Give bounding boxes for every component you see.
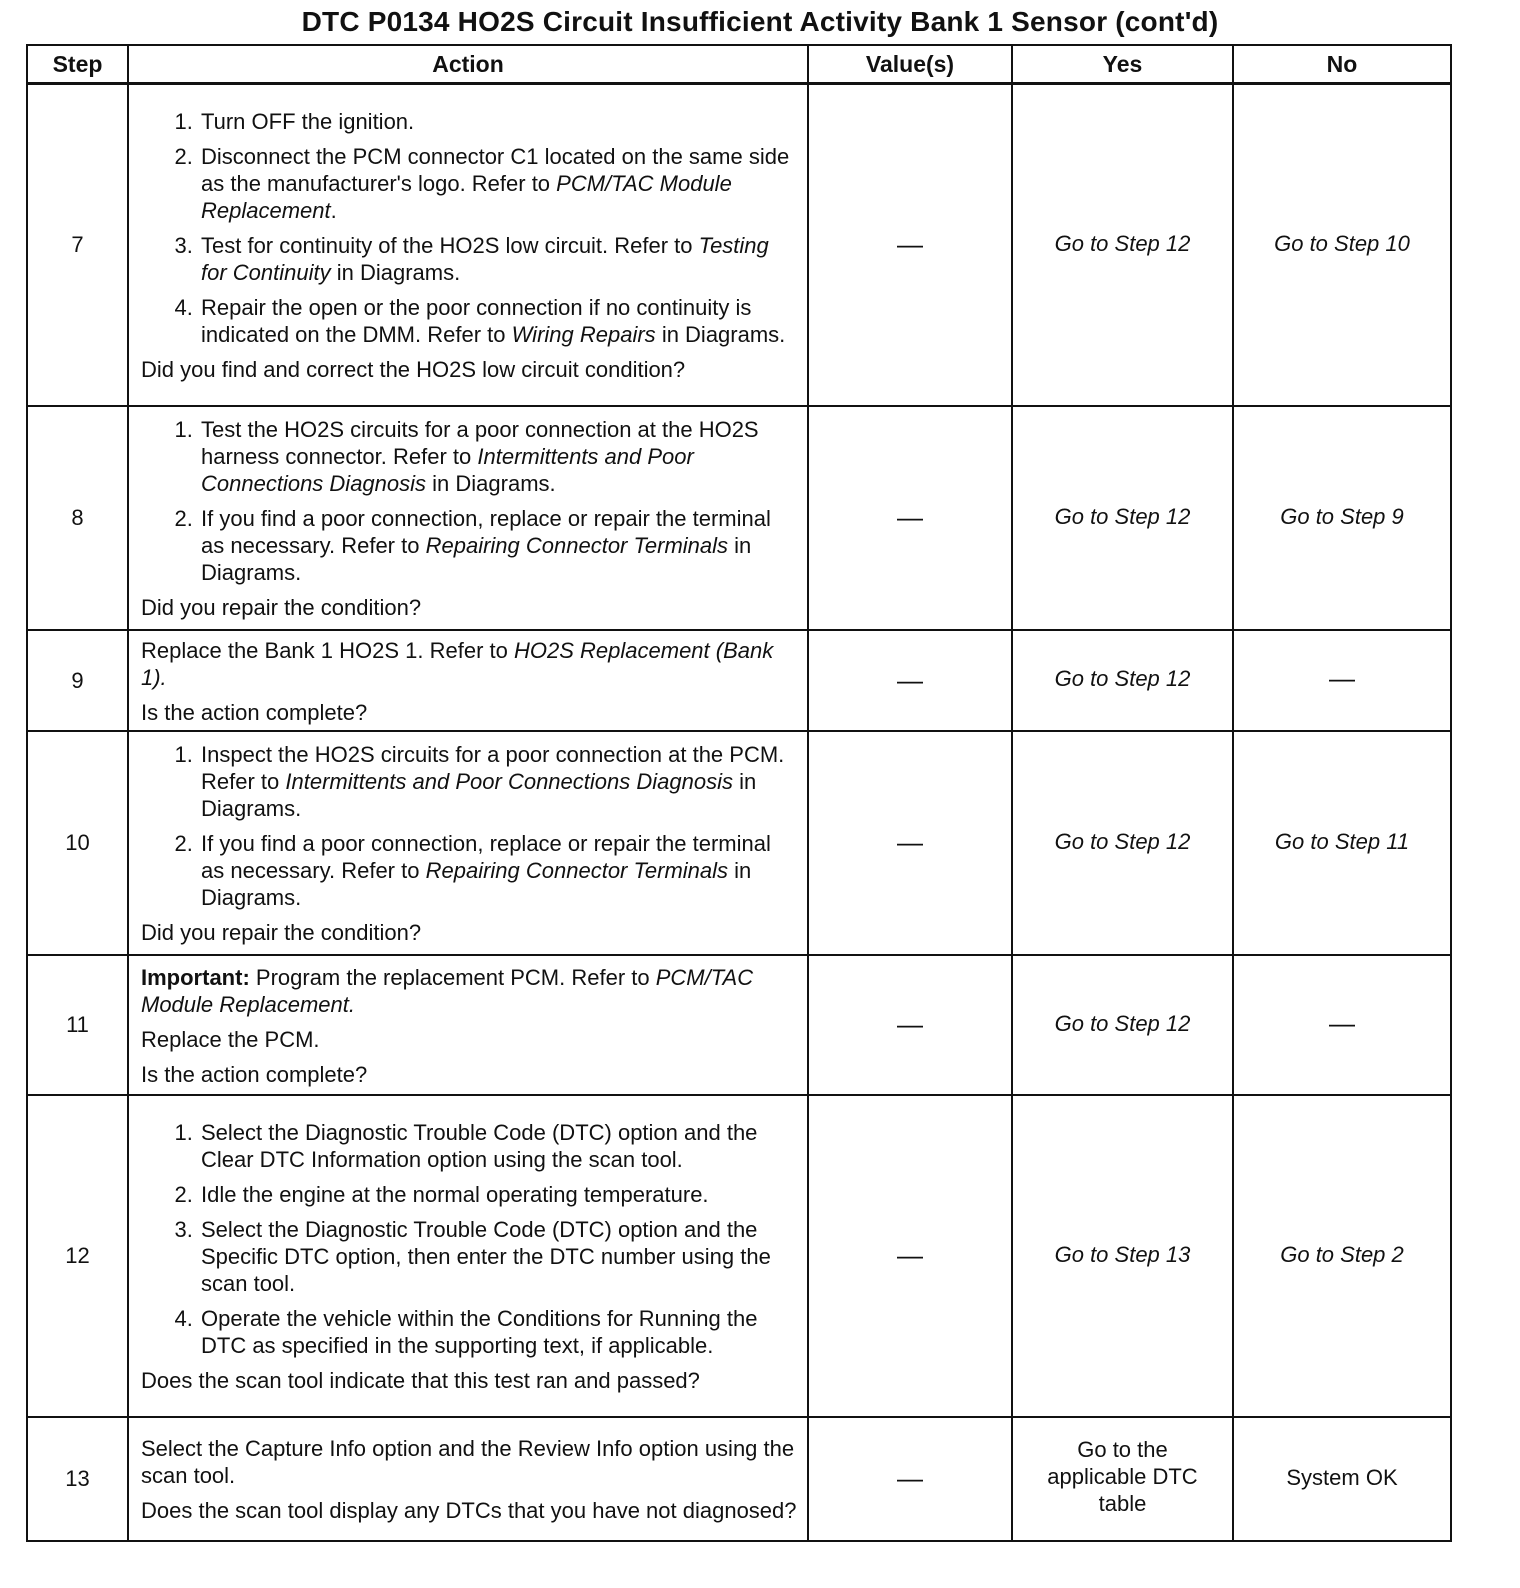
action-text: Replace the Bank 1 HO2S 1. Refer to HO2S Replacement (Bank 1).: [141, 637, 774, 690]
step-number: 10: [27, 731, 128, 955]
reference-link: Repairing Connector Terminals: [425, 533, 729, 558]
step-number: 13: [27, 1417, 128, 1541]
table-row: [27, 406, 1451, 630]
action-cell: [128, 84, 808, 406]
list-item: 2. Idle the engine at the normal operating temperature.: [199, 1181, 797, 1208]
no-result: —: [1233, 955, 1451, 1095]
diagnostic-table: [26, 44, 1452, 1542]
list-item: 4. Operate the vehicle within the Conditions for Running the DTC as specified in the supporting text, if applicable.: [199, 1305, 797, 1359]
table-row: [27, 1417, 1451, 1541]
header-yes: Yes: [1012, 45, 1233, 84]
list-item: 1. Inspect the HO2S circuits for a poor connection at the PCM. Refer to Intermittents and Poor Connections Diagnosis in Diagrams.: [199, 741, 797, 822]
no-result: Go to Step 2: [1233, 1095, 1451, 1417]
question-text: Did you find and correct the HO2S low circuit condition?: [141, 357, 686, 383]
action-cell: [128, 1095, 808, 1417]
reference-link: Intermittents and Poor Connections Diagnosis: [201, 444, 694, 496]
action-steps: [141, 741, 797, 911]
table-row: [27, 731, 1451, 955]
action-cell: [128, 731, 808, 955]
value-cell: —: [808, 1095, 1012, 1417]
list-item: 3. Select the Diagnostic Trouble Code (DTC) option and the Specific DTC option, then enter the DTC number using the scan tool.: [199, 1216, 797, 1297]
action-steps: [141, 416, 797, 586]
list-item: 1. Test the HO2S circuits for a poor connection at the HO2S harness connector. Refer to Intermittents and Poor Connections Diagnosis in Diagrams.: [199, 416, 797, 497]
question-text: Is the action complete?: [141, 699, 368, 725]
header-row: [27, 45, 1451, 84]
question-text: Does the scan tool display any DTCs that you have not diagnosed?: [141, 1498, 797, 1523]
reference-link: Testing for Continuity: [201, 233, 769, 286]
table-row: [27, 1095, 1451, 1417]
header-no: No: [1233, 45, 1451, 84]
yes-result: Go to Step 13: [1012, 1095, 1233, 1417]
list-item: 1. Turn OFF the ignition.: [199, 108, 797, 135]
reference-link: PCM/TAC Module Replacement: [201, 171, 732, 224]
yes-result: Go to Step 12: [1012, 406, 1233, 630]
action-steps: [141, 108, 797, 348]
no-result: Go to Step 10: [1233, 84, 1451, 406]
question-text: Did you repair the condition?: [141, 920, 422, 945]
value-cell: —: [808, 406, 1012, 630]
action-steps: [141, 1119, 797, 1359]
table-row: [27, 84, 1451, 406]
step-number: 8: [27, 406, 128, 630]
reference-link: PCM/TAC Module Replacement.: [141, 964, 754, 1017]
no-result: System OK: [1233, 1417, 1451, 1541]
page-title: DTC P0134 HO2S Circuit Insufficient Activity Bank 1 Sensor (cont'd): [301, 6, 1219, 37]
reference-link: Wiring Repairs: [511, 322, 656, 348]
no-result: Go to Step 9: [1233, 406, 1451, 630]
table-row: [27, 955, 1451, 1095]
yes-result: Go to Step 12: [1012, 955, 1233, 1095]
header-step: Step: [27, 45, 128, 84]
important-label: Important:: [141, 964, 250, 990]
table-row: [27, 630, 1451, 731]
question-text: Did you repair the condition?: [141, 595, 422, 620]
list-item: 2. If you find a poor connection, replace or repair the terminal as necessary. Refer to Repairing Connector Terminals in Diagrams.: [199, 830, 797, 911]
question-text: Is the action complete?: [141, 1061, 368, 1087]
list-item: 2. Disconnect the PCM connector C1 located on the same side as the manufacturer's logo. Refer to PCM/TAC Module Replacement.: [199, 143, 797, 224]
value-cell: —: [808, 1417, 1012, 1541]
action-cell: [128, 630, 808, 731]
yes-result: Go to Step 12: [1012, 84, 1233, 406]
list-item: 4. Repair the open or the poor connection if no continuity is indicated on the DMM. Refer to Wiring Repairs in Diagrams.: [199, 294, 797, 348]
no-result: —: [1233, 630, 1451, 731]
step-number: 7: [27, 84, 128, 406]
value-cell: —: [808, 955, 1012, 1095]
action-cell: [128, 955, 808, 1095]
action-text: Select the Capture Info option and the Review Info option using the scan tool.: [141, 1436, 795, 1488]
important-note: Important: Program the replacement PCM. Refer to PCM/TAC Module Replacement.: [141, 964, 754, 1017]
step-number: 11: [27, 955, 128, 1095]
value-cell: —: [808, 84, 1012, 406]
header-values: Value(s): [808, 45, 1012, 84]
reference-link: HO2S Replacement (Bank 1).: [141, 637, 774, 690]
question-text: Does the scan tool indicate that this test ran and passed?: [141, 1368, 700, 1393]
list-item: 3. Test for continuity of the HO2S low circuit. Refer to Testing for Continuity in Diagrams.: [199, 232, 797, 286]
step-number: 12: [27, 1095, 128, 1417]
action-cell: [128, 406, 808, 630]
value-cell: —: [808, 630, 1012, 731]
reference-link: Repairing Connector Terminals: [425, 858, 729, 883]
header-action: Action: [128, 45, 808, 84]
yes-result: Go to Step 12: [1012, 630, 1233, 731]
no-result: Go to Step 11: [1233, 731, 1451, 955]
list-item: 1. Select the Diagnostic Trouble Code (DTC) option and the Clear DTC Information option using the scan tool.: [199, 1119, 797, 1173]
value-cell: —: [808, 731, 1012, 955]
action-text: Replace the PCM.: [141, 1026, 320, 1052]
action-cell: [128, 1417, 808, 1541]
step-number: 9: [27, 630, 128, 731]
yes-result: Go to the applicable DTC table: [1012, 1417, 1233, 1541]
list-item: 2. If you find a poor connection, replace or repair the terminal as necessary. Refer to Repairing Connector Terminals in Diagrams.: [199, 505, 797, 586]
yes-result: Go to Step 12: [1012, 731, 1233, 955]
reference-link: Intermittents and Poor Connections Diagnosis: [285, 769, 733, 794]
